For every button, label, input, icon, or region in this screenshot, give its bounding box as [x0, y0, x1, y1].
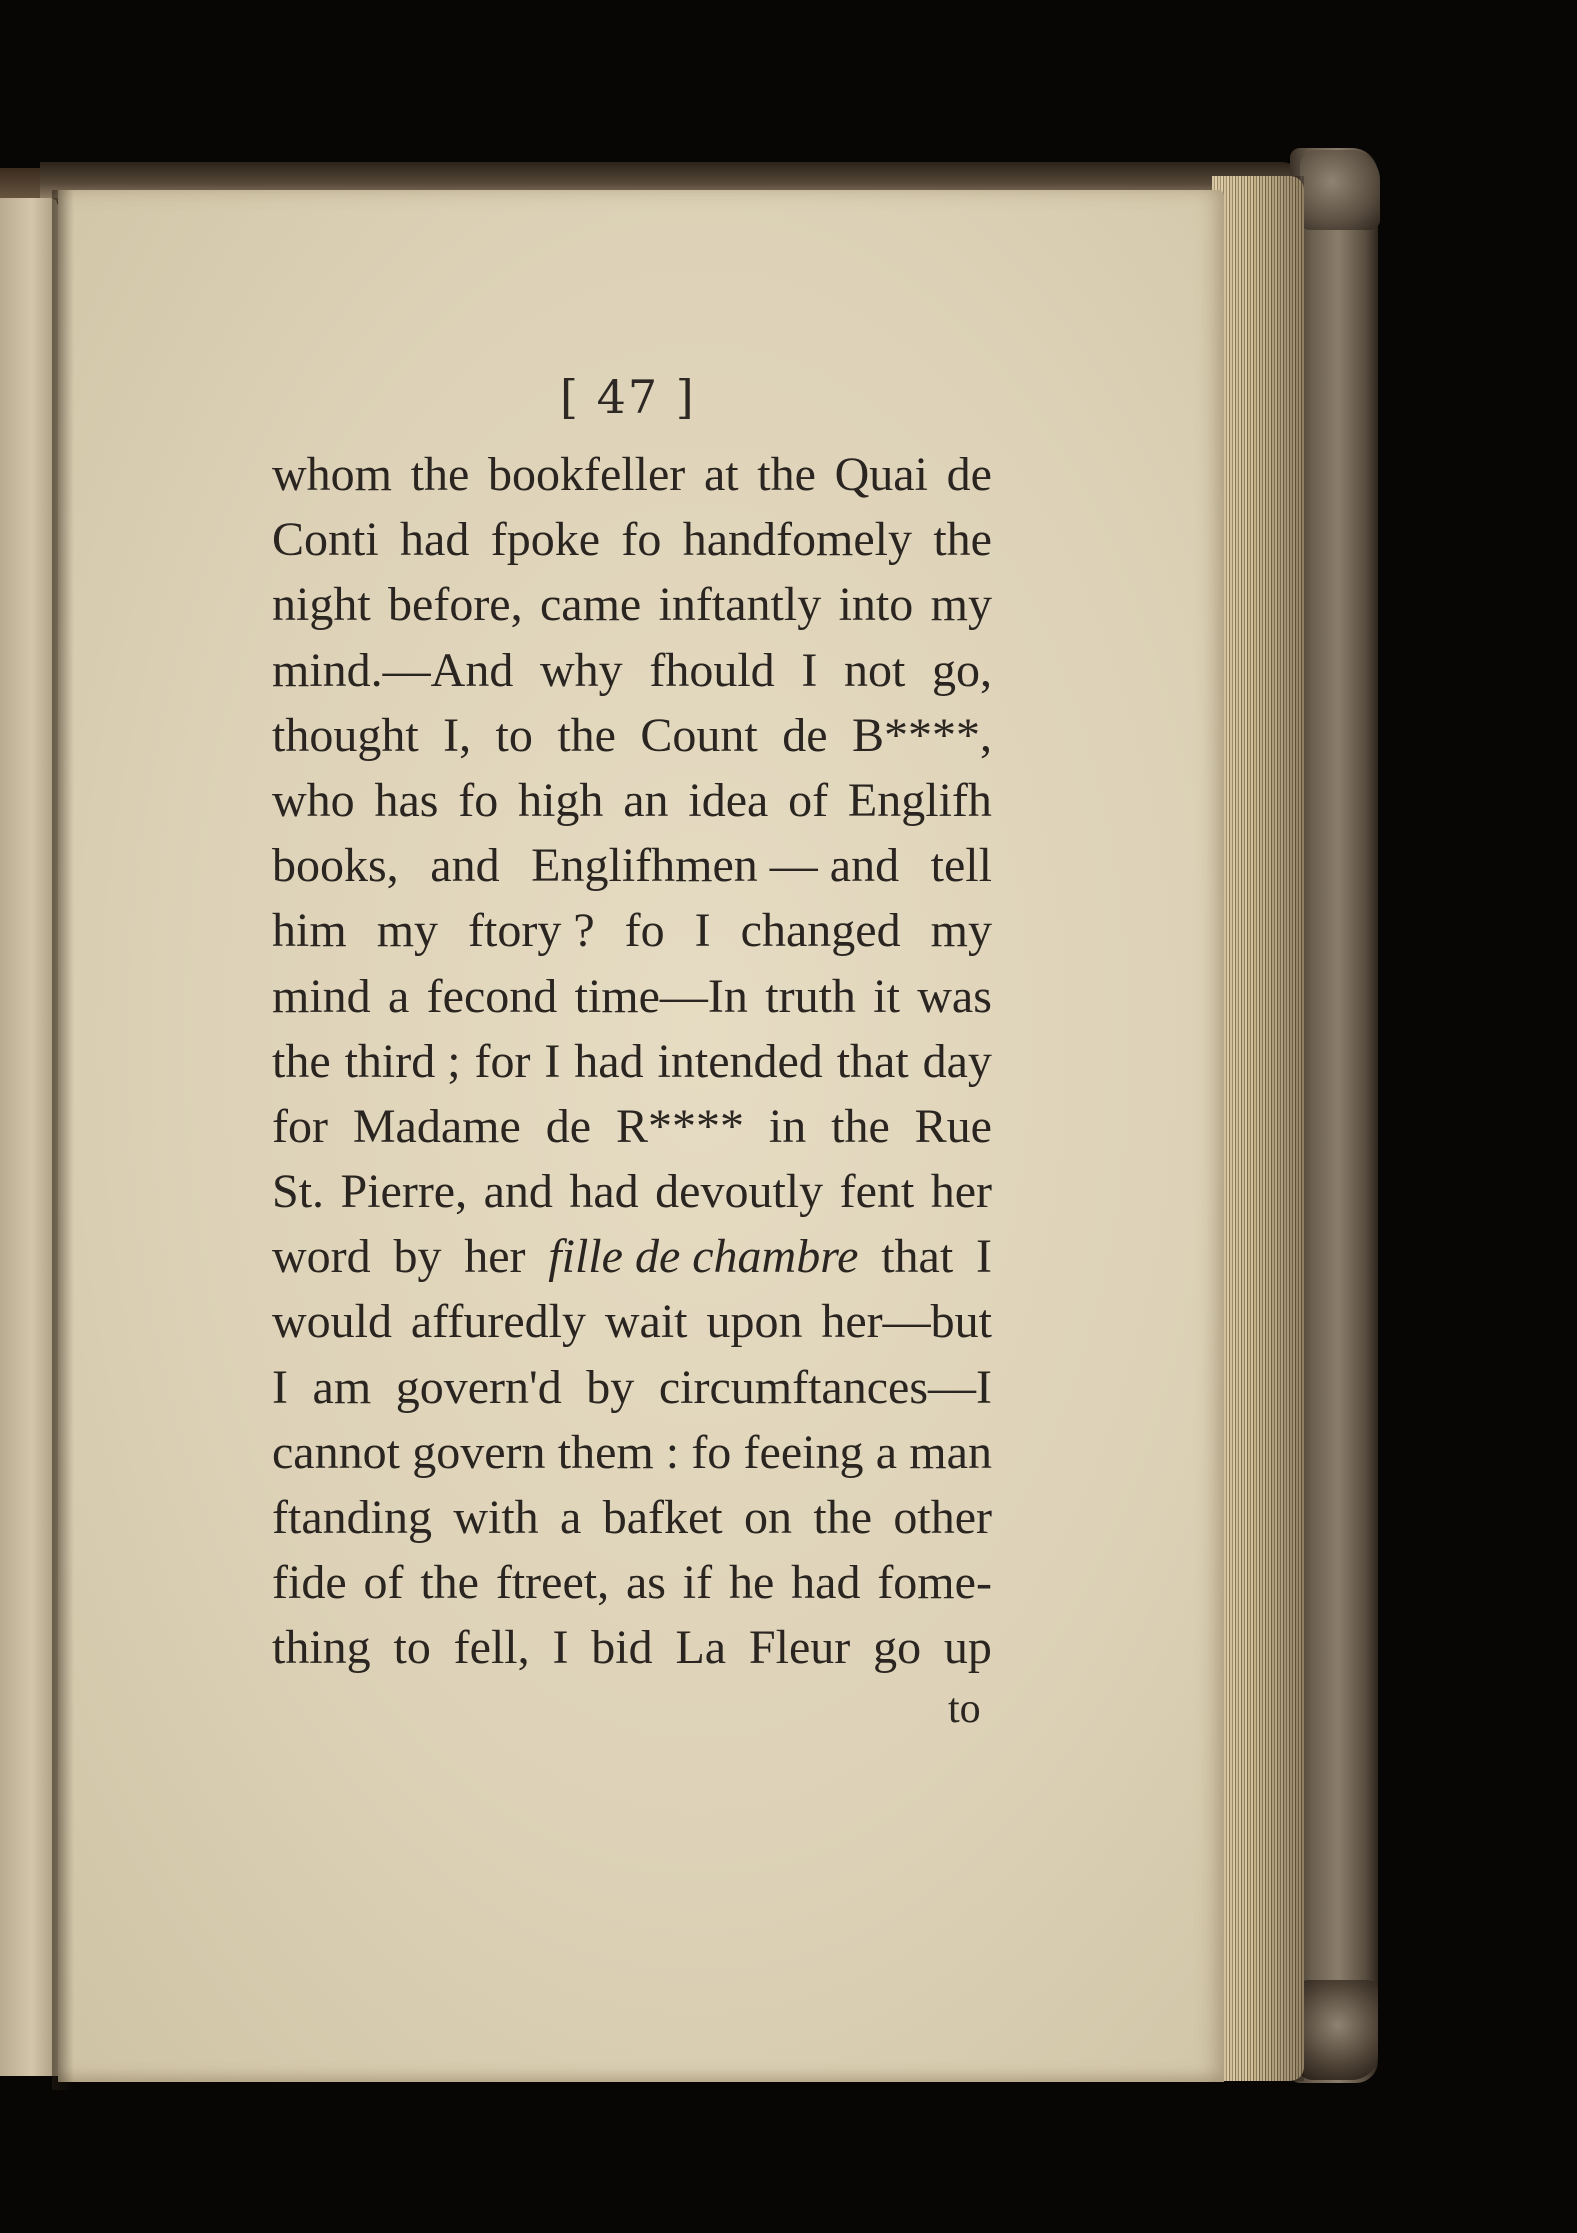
text-line	[272, 898, 992, 963]
text-word: thing	[272, 1621, 371, 1675]
text-word: at	[703, 448, 739, 501]
text-word: with	[453, 1491, 539, 1544]
text-word: wait	[604, 1295, 688, 1349]
text-word: the	[410, 448, 470, 501]
text-word: for	[272, 1099, 328, 1153]
text-word: bookfeller	[488, 448, 686, 501]
text-word: other	[893, 1491, 992, 1544]
text-word: Pierre,	[340, 1165, 468, 1219]
text-word: am	[312, 1360, 372, 1414]
text-line	[272, 1094, 992, 1159]
text-word: de	[946, 448, 992, 501]
text-word: a	[875, 1425, 898, 1479]
text-word: Conti	[272, 513, 379, 567]
text-word: upon	[706, 1295, 803, 1349]
cover-corner-top	[1300, 150, 1380, 230]
text-word: time—In	[574, 969, 748, 1023]
text-line	[272, 572, 992, 637]
text-word: devoutly	[655, 1165, 824, 1219]
text-word: by	[586, 1360, 635, 1414]
text-word: inftantly	[658, 578, 822, 632]
text-word: I	[552, 1621, 569, 1675]
text-word: I	[694, 904, 711, 958]
text-word: and	[430, 839, 500, 893]
text-word: fpoke	[490, 513, 601, 567]
text-line	[272, 1224, 992, 1289]
text-word: La	[675, 1621, 727, 1675]
text-line	[272, 638, 992, 703]
text-word: tell	[930, 839, 992, 893]
text-word: fo	[621, 513, 662, 567]
text-word: B****,	[851, 708, 992, 762]
text-word: I	[801, 643, 818, 697]
text-word: and	[483, 1165, 553, 1219]
text-word: man	[909, 1425, 992, 1479]
text-word: that	[836, 1034, 909, 1088]
text-word: intended	[657, 1034, 823, 1088]
text-word: Quai	[834, 448, 928, 501]
text-word: my	[930, 904, 992, 958]
text-word: cannot	[272, 1425, 400, 1479]
text-word: the	[420, 1556, 479, 1610]
text-word: feeing	[743, 1425, 864, 1479]
text-line	[272, 507, 992, 572]
text-word: him	[272, 904, 347, 958]
text-word: if	[682, 1556, 713, 1610]
text-word: fhould	[649, 643, 775, 697]
text-word: that	[881, 1230, 954, 1284]
text-word: of	[363, 1556, 404, 1610]
text-word: the	[757, 448, 816, 501]
text-word: govern'd	[395, 1360, 562, 1414]
text-word: word	[272, 1230, 371, 1284]
text-word: St.	[272, 1165, 325, 1219]
text-word: day	[922, 1034, 992, 1088]
text-word: bafket	[602, 1491, 723, 1544]
text-word: de	[545, 1099, 592, 1153]
text-word: ftanding	[272, 1491, 432, 1544]
text-line	[272, 1615, 992, 1680]
text-word: in	[768, 1099, 807, 1153]
text-word: bid	[591, 1621, 653, 1675]
text-word: fell,	[453, 1621, 530, 1675]
text-word: fide	[272, 1556, 347, 1610]
text-word: had	[569, 1165, 639, 1219]
text-word: on	[744, 1491, 792, 1544]
body-text	[272, 442, 992, 1681]
text-word: Englifhmen — and	[531, 839, 900, 893]
text-word: fille de chambre	[548, 1230, 859, 1284]
text-word: a	[560, 1491, 582, 1544]
text-word: by	[393, 1230, 442, 1284]
text-word: her	[930, 1165, 992, 1219]
page-number: [ 47 ]	[560, 370, 696, 424]
text-line	[272, 1550, 992, 1615]
text-word: truth	[765, 969, 856, 1023]
text-word: fecond	[426, 969, 558, 1023]
cover-corner-bottom	[1298, 1980, 1378, 2080]
text-word: de	[782, 708, 828, 762]
text-word: them :	[557, 1425, 680, 1479]
text-word: night	[272, 578, 371, 632]
text-word: was	[917, 969, 992, 1023]
text-word: came	[539, 578, 642, 632]
text-word: had	[400, 513, 470, 567]
text-word: Fleur	[748, 1621, 851, 1675]
text-word: the	[831, 1099, 890, 1153]
text-line	[272, 1420, 992, 1485]
text-word: books,	[272, 839, 399, 893]
text-word: had	[791, 1556, 861, 1610]
text-word: who	[272, 773, 355, 827]
text-word: fent	[839, 1165, 915, 1219]
text-word: third ;	[344, 1034, 461, 1088]
catchword: to	[948, 1686, 981, 1732]
text-word: the	[813, 1491, 872, 1544]
text-word: into	[838, 578, 914, 632]
text-line	[272, 1159, 992, 1224]
text-word: to	[495, 708, 533, 762]
text-word: not	[843, 643, 906, 697]
text-word: go	[873, 1621, 922, 1675]
text-word: up	[943, 1621, 992, 1675]
text-line	[272, 1029, 992, 1094]
text-line	[272, 833, 992, 898]
text-word: high	[518, 773, 604, 827]
text-line	[272, 1289, 992, 1354]
text-word: fo	[691, 1425, 732, 1479]
text-word: before,	[388, 578, 523, 632]
text-line	[272, 1355, 992, 1420]
page-block-shading	[1212, 176, 1304, 2081]
text-word: Madame	[352, 1099, 521, 1153]
text-word: the	[557, 708, 616, 762]
text-word: the	[272, 1034, 331, 1088]
text-word: idea	[688, 773, 769, 827]
text-word: Rue	[914, 1099, 992, 1153]
text-word: mind	[272, 969, 371, 1023]
text-word: has	[374, 773, 439, 827]
text-word: R****	[615, 1099, 744, 1153]
text-word: as	[625, 1556, 666, 1610]
gutter-shadow	[52, 190, 74, 2090]
text-word: ftreet,	[495, 1556, 610, 1610]
text-word: thought	[272, 708, 419, 762]
text-word: go,	[931, 643, 992, 697]
text-word: handfomely	[682, 513, 912, 567]
text-word: why	[540, 643, 623, 697]
text-word: for	[474, 1034, 531, 1088]
text-word: Count	[640, 708, 758, 762]
text-word: govern	[412, 1425, 546, 1479]
text-word: mind.—And	[272, 643, 514, 697]
text-word: circumftances—I	[658, 1360, 992, 1414]
text-word: my	[376, 904, 439, 958]
text-word: an	[623, 773, 669, 827]
text-line	[272, 1485, 992, 1550]
text-line	[272, 442, 992, 507]
text-line	[272, 703, 992, 768]
text-word: fome-	[877, 1556, 992, 1610]
text-word: would	[272, 1295, 392, 1349]
text-word: it	[873, 969, 900, 1023]
text-word: the	[933, 513, 992, 567]
text-word: he	[728, 1556, 775, 1610]
text-word: I	[975, 1230, 992, 1284]
text-line	[272, 768, 992, 833]
text-word: my	[930, 578, 992, 632]
text-word: affuredly	[410, 1295, 586, 1349]
text-word: her	[464, 1230, 526, 1284]
text-word: a	[388, 969, 410, 1023]
text-word: of	[788, 773, 829, 827]
previous-page-sliver	[0, 198, 58, 2076]
text-word: I	[272, 1360, 288, 1414]
text-word: whom	[272, 448, 392, 501]
text-word: to	[393, 1621, 431, 1675]
text-word: I,	[443, 708, 472, 762]
text-line	[272, 964, 992, 1029]
text-word: Englifh	[847, 773, 992, 827]
text-word: had	[574, 1034, 644, 1088]
text-word: changed	[740, 904, 901, 958]
text-word: her—but	[821, 1295, 992, 1349]
text-word: fo	[458, 773, 499, 827]
text-word: I	[544, 1034, 561, 1088]
text-word: ftory ?	[468, 904, 595, 958]
text-word: fo	[624, 904, 665, 958]
